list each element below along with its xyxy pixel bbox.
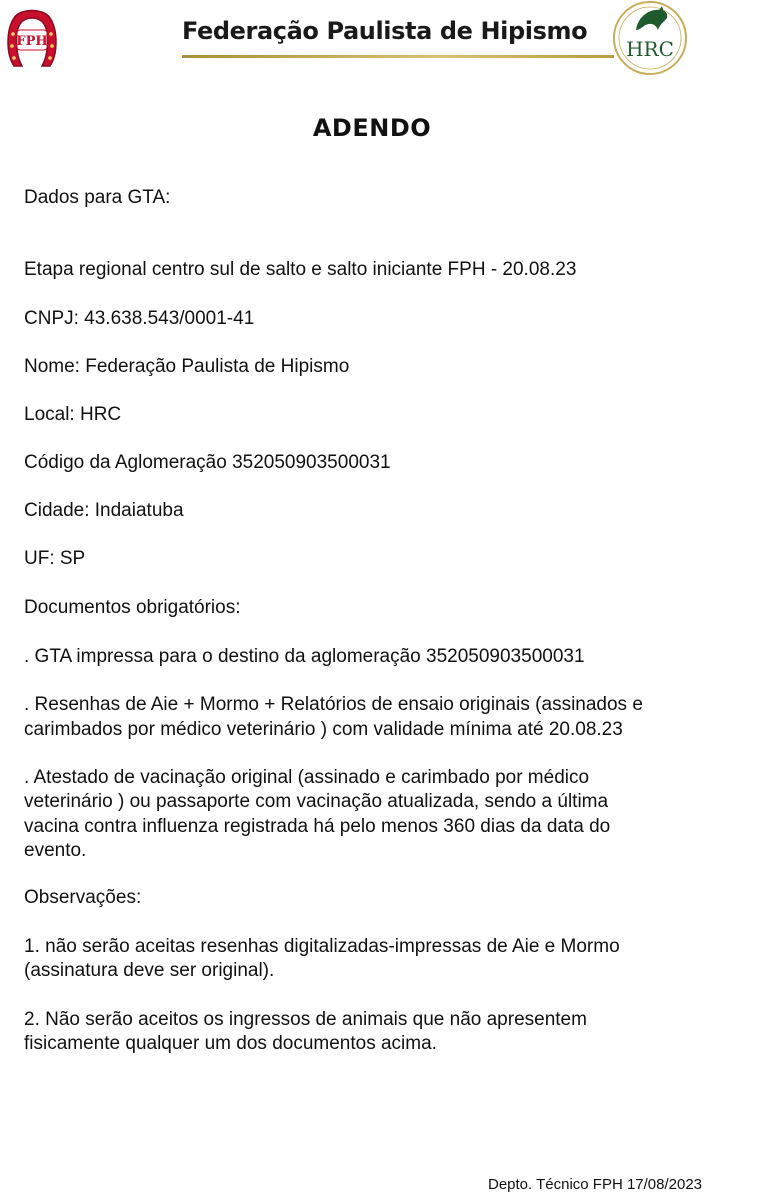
- letterhead: [0, 0, 764, 80]
- text-line: Cidade: Indaiatuba: [24, 500, 184, 521]
- text-line: Nome: Federação Paulista de Hipismo: [24, 356, 350, 377]
- text-line: Código da Aglomeração 352050903500031: [24, 452, 391, 473]
- hrc-horse-head-logo-icon: [610, 0, 690, 80]
- text-line: 1. não serão aceitas resenhas digitalizadas-impressas de Aie e Mormo: [24, 936, 620, 957]
- text-line: . GTA impressa para o destino da aglomeração 352050903500031: [24, 646, 585, 667]
- organization-title: Federação Paulista de Hipismo: [182, 17, 588, 45]
- footer-signature: Depto. Técnico FPH 17/08/2023: [488, 1176, 703, 1193]
- text-line: UF: SP: [24, 548, 86, 569]
- text-line: CNPJ: 43.638.543/0001-41: [24, 308, 255, 329]
- fph-logo-text: FPH: [16, 34, 48, 49]
- text-line: vacina contra influenza registrada há pelo menos 360 dias da data do: [24, 816, 611, 837]
- document-title: ADENDO: [312, 114, 432, 142]
- text-line: Local: HRC: [24, 404, 122, 425]
- fph-horseshoe-logo-icon: [4, 0, 60, 76]
- text-line: Dados para GTA:: [24, 187, 171, 208]
- text-line: (assinatura deve ser original).: [24, 960, 275, 981]
- text-line: carimbados por médico veterinário ) com validade mínima até 20.08.23: [24, 719, 623, 740]
- text-line: evento.: [24, 840, 87, 861]
- text-line: Documentos obrigatórios:: [24, 597, 241, 618]
- text-line: Observações:: [24, 887, 142, 908]
- header-divider: [182, 55, 614, 58]
- text-line: . Resenhas de Aie + Mormo + Relatórios de ensaio originais (assinados e: [24, 694, 643, 715]
- text-line: fisicamente qualquer um dos documentos acima.: [24, 1033, 437, 1054]
- hrc-logo-text: HRC: [626, 37, 674, 61]
- text-line: . Atestado de vacinação original (assinado e carimbado por médico: [24, 767, 590, 788]
- text-line: 2. Não serão aceitos os ingressos de animais que não apresentem: [24, 1009, 587, 1030]
- text-line: Etapa regional centro sul de salto e salto iniciante FPH - 20.08.23: [24, 259, 577, 280]
- text-line: veterinário ) ou passaporte com vacinação atualizada, sendo a última: [24, 791, 609, 812]
